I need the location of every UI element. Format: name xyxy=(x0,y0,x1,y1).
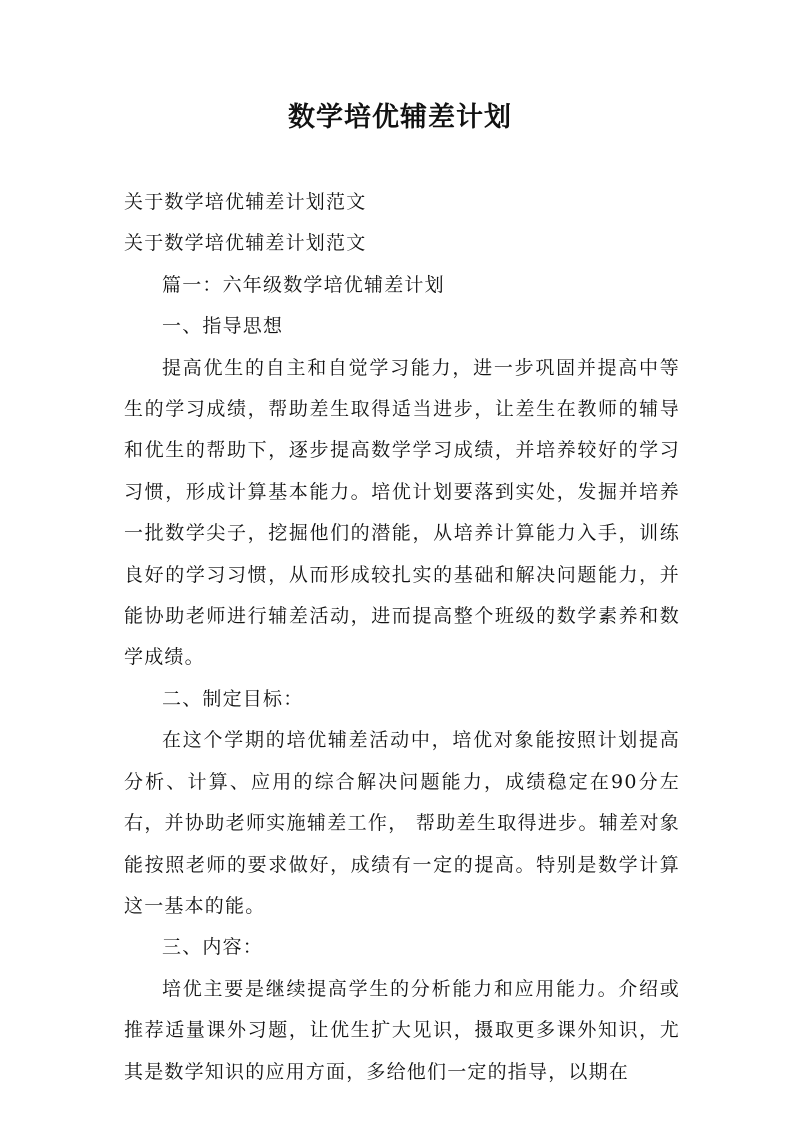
paragraph-content: 培优主要是继续提高学生的分析能力和应用能力。介绍或推荐适量课外习题，让优生扩大见识，摄取更多课外知识，尤其是数学知识的应用方面，多给他们一定的指导，以期在 xyxy=(124,977,680,1083)
section-heading-guiding-ideology: 一、指导思想 xyxy=(162,315,284,338)
paragraph-goals: 在这个学期的培优辅差活动中，培优对象能按照计划提高分析、计算、应用的综合解决问题能力，成绩稳定在90分左右，并协助老师实施辅差工作， 帮助差生取得进步。辅差对象能按照老师的要求做好，成绩有一定的提高。特别是数学计算这一基本的能。 xyxy=(124,729,680,917)
section-heading-content: 三、内容： xyxy=(162,936,264,959)
chapter-heading: 篇一：六年级数学培优辅差计划 xyxy=(162,273,445,296)
section-heading-goals: 二、制定目标： xyxy=(162,687,304,710)
paragraph-guiding-ideology: 提高优生的自主和自觉学习能力，进一步巩固并提高中等生的学习成绩，帮助差生取得适当进步，让差生在教师的辅导和优生的帮助下，逐步提高数学学习成绩，并培养较好的学习习惯，形成计算基本能力。培优计划要落到实处，发掘并培养一批数学尖子，挖掘他们的潜能，从培养计算能力入手，训练良好的学习习惯，从而形成较扎实的基础和解决问题能力，并能协助老师进行辅差活动，进而提高整个班级的数学素养和数学成绩。 xyxy=(124,356,680,669)
subtitle-line: 关于数学培优辅差计划范文 xyxy=(124,232,367,255)
document-body xyxy=(124,182,680,1093)
subtitle-line: 关于数学培优辅差计划范文 xyxy=(124,191,367,213)
document-title: 数学培优辅差计划 xyxy=(288,102,512,133)
